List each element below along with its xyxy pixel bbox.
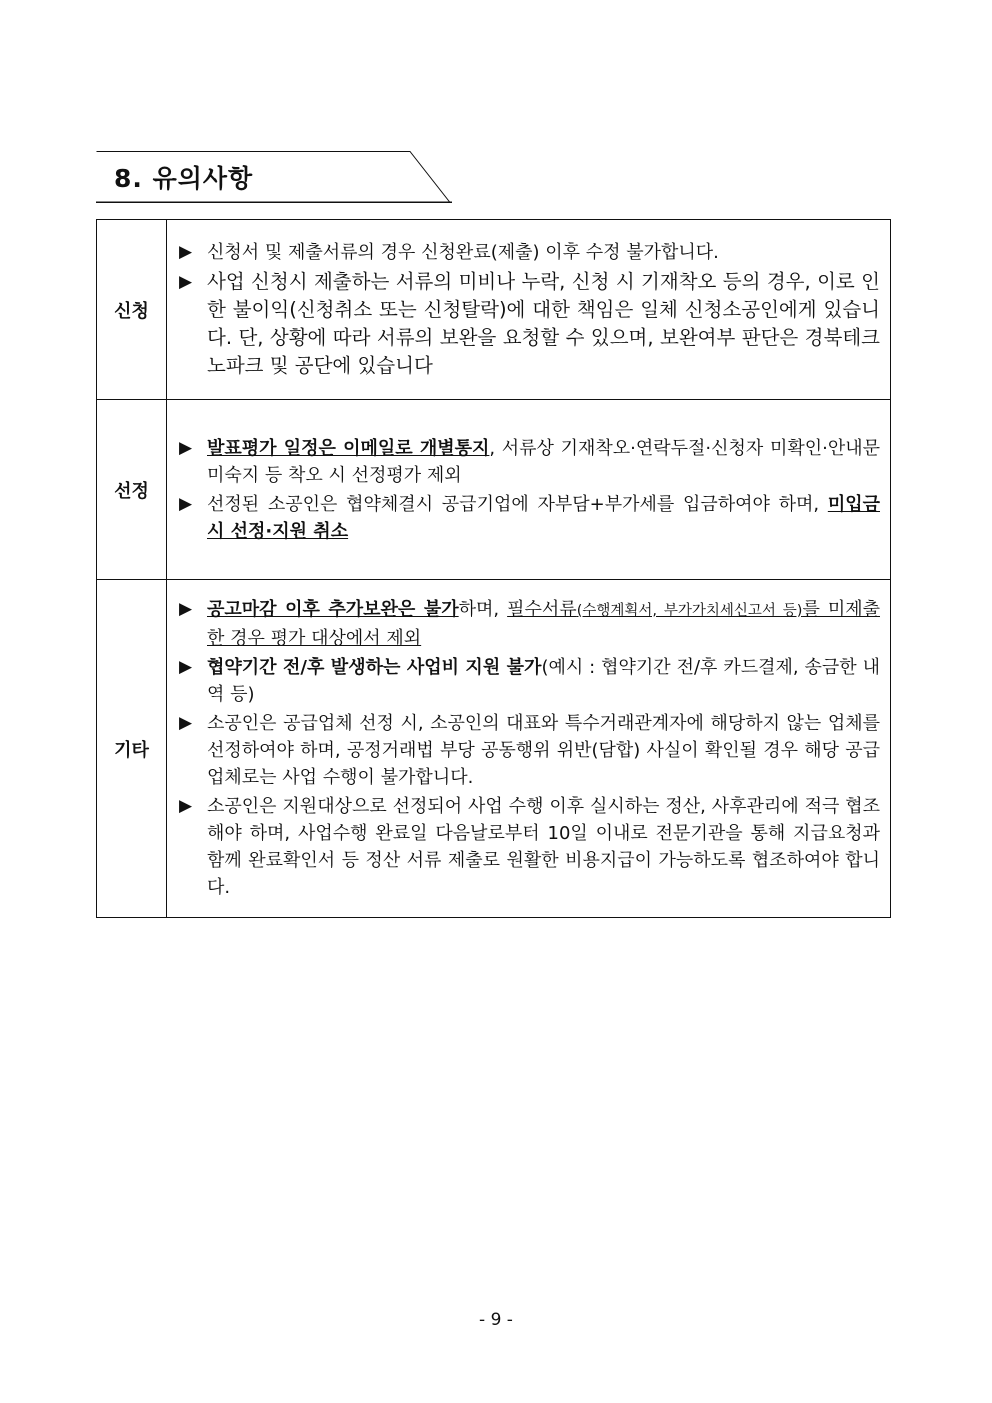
table-row (97, 580, 891, 918)
triangle-right-icon: ▶ (179, 599, 193, 619)
content-cell (167, 220, 891, 400)
triangle-right-icon: ▶ (179, 713, 193, 733)
bullet-list (179, 596, 880, 901)
item-text: 소공인은 공급업체 선정 시, 소공인의 대표와 특수거래관계자에 해당하지 않는 업체를 선정하여야 하며, 공정거래법 부당 공동행위 위반(담합) 사실이 확인될 경우 해당 공급업체로는 사업 수행이 불가합니다. (207, 713, 880, 788)
notes-table (96, 219, 891, 918)
category-cell: 기타 (97, 580, 167, 918)
item-text: 선정된 소공인은 협약체결시 공급기업에 자부담+부가세를 입금하여야 하며, (207, 493, 828, 515)
item-text: (예시 : 협약기간 전/후 카드결제, 송금한 내역 등) (207, 657, 880, 705)
table-row (97, 400, 891, 580)
category-cell: 선정 (97, 400, 167, 580)
item-underline: 를 미제출한 경우 평가 대상에서 제외 (207, 599, 880, 649)
triangle-right-icon: ▶ (179, 796, 193, 816)
item-emphasis: 발표평가 일정은 이메일로 개별통지 (207, 437, 490, 459)
list-item (179, 654, 880, 708)
list-item (179, 239, 880, 266)
section-title: 8. 유의사항 (114, 164, 254, 193)
item-emphasis: 미입금 시 선정·지원 취소 (207, 493, 880, 542)
item-emphasis: 협약기간 전/후 발생하는 사업비 지원 불가 (207, 657, 542, 678)
list-item (179, 435, 880, 489)
content-cell (167, 580, 891, 918)
list-item (179, 793, 880, 901)
triangle-right-icon: ▶ (179, 272, 193, 292)
page-number: - 9 - (479, 1310, 513, 1330)
category-cell: 신청 (97, 220, 167, 400)
list-item (179, 710, 880, 791)
item-emphasis: 공고마감 이후 추가보완은 불가 (207, 599, 459, 620)
list-item (179, 268, 880, 380)
bullet-list (179, 435, 880, 545)
item-underline-small: (수행계획서, 부가가치세신고서 등) (576, 603, 803, 619)
triangle-right-icon: ▶ (179, 657, 193, 677)
item-text: 소공인은 지원대상으로 선정되어 사업 수행 이후 실시하는 정산, 사후관리에 적극 협조해야 하며, 사업수행 완료일 다음날로부터 10일 이내로 전문기관을 통해 지급요청과 함께 완료확인서 등 정산 서류 제출로 원활한 비용지급이 가능하도록 협조하여야 합니다. (207, 796, 880, 898)
triangle-right-icon: ▶ (179, 437, 193, 458)
item-text: 하며, (458, 599, 508, 620)
table-row (97, 220, 891, 400)
content-cell (167, 400, 891, 580)
triangle-right-icon: ▶ (179, 493, 193, 514)
item-text: , 서류상 기재착오·연락두절·신청자 미확인·안내문 미숙지 등 착오 시 선정평가 제외 (207, 437, 880, 486)
triangle-right-icon: ▶ (179, 242, 193, 262)
bullet-list (179, 239, 880, 380)
item-underline: 필수서류 (507, 599, 577, 620)
list-item (179, 596, 880, 652)
list-item (179, 491, 880, 545)
section-header (96, 151, 452, 203)
item-text: 신청서 및 제출서류의 경우 신청완료(제출) 이후 수정 불가합니다. (207, 242, 719, 263)
item-text: 사업 신청시 제출하는 서류의 미비나 누락, 신청 시 기재착오 등의 경우, 이로 인한 불이익(신청취소 또는 신청탈락)에 대한 책임은 일체 신청소공인에게 있습니다. 단, 상황에 따라 서류의 보완을 요청할 수 있으며, 보완여부 판단은 경북테크노파크 및 공단에 있습니다 (207, 270, 880, 377)
